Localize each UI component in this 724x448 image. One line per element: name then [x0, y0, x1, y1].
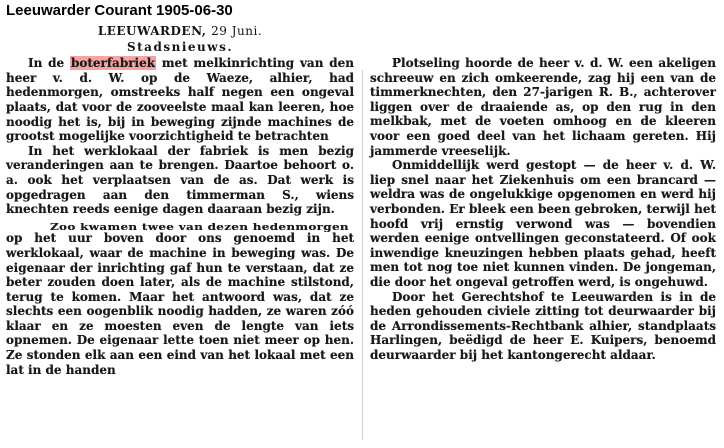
section-title: Stadsnieuws.	[126, 39, 234, 54]
paragraph-3	[6, 217, 354, 378]
paragraph-3-rest: op het uur boven door ons genoemd in het werklokaal, waar de machine in beweging was. De eigenaar der inrichting gaf hun te verstaan, dat ze beter zouden doen later, als de machine stilstond, terug te komen. Maar het antwoord was, dat ze slechts een oogenblik noodig hadden, ze waren zóó klaar en ze moesten even de lengte van iets opnemen. De eigenaar lette toen niet meer op hen. Ze stonden elk aan een eind van het lokaal met een lat in de handen	[6, 231, 354, 377]
cropped-line: Zoo kwamen twee van dezen hedenmorgen	[50, 221, 349, 233]
paragraph-4: Plotseling hoorde de heer v. d. W. een akeligen schreeuw en zich omkeerende, zag hij een van de timmerknechten, den 27-jarigen R. B., achterover liggen over de draaiende as, op den rug in den melkbak, met de voeten omhoog en de kleeren voor een goed deel van het lichaam gereten. Hij jammerde vreeselijk.	[370, 56, 716, 158]
left-column	[6, 24, 354, 444]
highlighted-search-term: boterfabriek	[70, 56, 156, 71]
paragraph-1	[6, 56, 354, 144]
paragraph-1-rest: met melkinrichting van den heer v. d. W. op de Waeze, alhier, had hedenmorgen, omstreeks half negen een ongeval plaats, dat voor de zooveelste maal kan leeren, hoe noodig het is, bij in beweging zijnde machines de grootst mogelijke voorzichtigheid te betrachten	[6, 56, 354, 144]
column-divider	[362, 70, 363, 440]
dateline-place: LEEUWARDEN,	[97, 24, 207, 38]
paragraph-1-start: In de	[28, 56, 70, 71]
paragraph-6: Door het Gerechtshof te Leeuwarden is in de heden gehouden civiele zitting tot deurwaarder bij de Arrondissements-Rechtbank alhier, standplaats Harlingen, beëdigd de heer E. Kuipers, benoemd deurwaarder bij het kantongerecht aldaar.	[370, 289, 716, 362]
dateline-date: 29 Juni.	[211, 24, 263, 38]
paragraph-2: In het werklokaal der fabriek is men bezig veranderingen aan te brengen. Daartoe behoort o. a. ook het verplaatsen van de as. Dat werk is opgedragen aan den timmerman S., wiens knechten reeds eenige dagen daaraan bezig zijn.	[6, 143, 354, 217]
right-column	[370, 56, 716, 362]
dateline	[6, 24, 354, 39]
paragraph-5: Onmiddellijk werd gestopt — de heer v. d. W. liep snel naar het Ziekenhuis om een brancard — weldra was de ongelukkige opgenomen en werd hij verbonden. Er bleek een been gebroken, terwijl het hoofd vrij ernstig verwond was — bovendien werden eenige ontvellingen geconstateerd. Of ook inwendige kneuzingen hebben plaats gehad, heeft men tot nog toe niet kunnen vinden. De jongeman, die door het ongeval getroffen werd, is ongehuwd.	[370, 158, 716, 289]
newspaper-title: Leeuwarder Courant 1905-06-30	[6, 2, 233, 19]
